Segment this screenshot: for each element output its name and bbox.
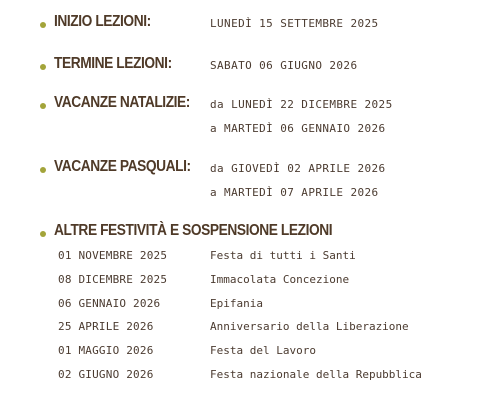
inizio-lezioni-date: LUNEDÌ 15 SETTEMBRE 2025 <box>210 17 379 30</box>
holiday-date: 25 APRILE 2026 <box>58 320 154 333</box>
holiday-name: Festa di tutti i Santi <box>210 249 356 262</box>
vacanze-pasquali-start: da GIOVEDÌ 02 APRILE 2026 <box>210 162 386 175</box>
holiday-name: Epifania <box>210 297 263 310</box>
holiday-name: Anniversario della Liberazione <box>210 320 409 333</box>
vacanze-natalizie-end: a MARTEDÌ 06 GENNAIO 2026 <box>210 122 386 135</box>
holiday-date: 06 GENNAIO 2026 <box>58 297 161 310</box>
holiday-date: 01 MAGGIO 2026 <box>58 344 154 357</box>
holiday-date: 01 NOVEMBRE 2025 <box>58 249 168 262</box>
termine-lezioni-heading: TERMINE LEZIONI: <box>54 55 172 72</box>
vacanze-natalizie-heading: VACANZE NATALIZIE: <box>54 94 190 111</box>
holiday-date: 08 DICEMBRE 2025 <box>58 273 168 286</box>
holiday-date: 02 GIUGNO 2026 <box>58 368 154 381</box>
bullet-icon <box>40 22 46 28</box>
bullet-icon <box>40 64 46 70</box>
holiday-name: Festa nazionale della Repubblica <box>210 368 422 381</box>
bullet-icon <box>40 231 46 237</box>
vacanze-pasquali-end: a MARTEDÌ 07 APRILE 2026 <box>210 186 379 199</box>
holiday-name: Immacolata Concezione <box>210 273 350 286</box>
altre-festivita-heading: ALTRE FESTIVITÀ E SOSPENSIONE LEZIONI <box>54 222 333 239</box>
vacanze-natalizie-start: da LUNEDÌ 22 DICEMBRE 2025 <box>210 98 393 111</box>
inizio-lezioni-heading: INIZIO LEZIONI: <box>54 13 151 30</box>
holiday-name: Festa del Lavoro <box>210 344 316 357</box>
vacanze-pasquali-heading: VACANZE PASQUALI: <box>54 158 191 175</box>
termine-lezioni-date: SABATO 06 GIUGNO 2026 <box>210 59 358 72</box>
bullet-icon <box>40 103 46 109</box>
bullet-icon <box>40 167 46 173</box>
